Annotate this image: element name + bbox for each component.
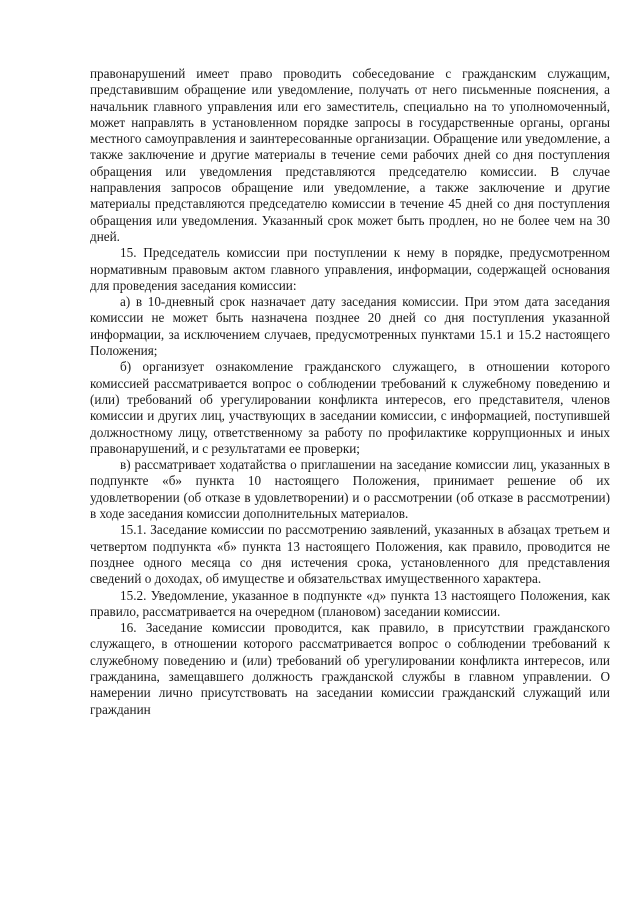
paragraph-6: 15.1. Заседание комиссии по рассмотрению заявлений, указанных в абзацах третьем и четвертом подпункта «б» пункта 13 настоящего Положения, как правило, проводится не позднее одного месяца со дня истечения срока, установленного для представления сведений о доходах, об имуществе и обязательствах имущественного характера.	[90, 522, 610, 587]
paragraph-2: 15. Председатель комиссии при поступлении к нему в порядке, предусмотренном нормативным правовым актом главного управления, информации, содержащей основания для проведения заседания комиссии:	[90, 245, 610, 293]
paragraph-7: 15.2. Уведомление, указанное в подпункте «д» пункта 13 настоящего Положения, как правило, рассматривается на очередном (плановом) заседании комиссии.	[90, 587, 610, 619]
paragraph-1: правонарушений имеет право проводить собеседование с гражданским служащим, представившим обращение или уведомление, получать от него письменные пояснения, а начальник главного управления или его заместитель, специально на то уполномоченный, может направлять в установленном порядке запросы в государственные органы, органы местного самоуправления и заинтересованные организации. Обращение или уведомление, а также заключение и другие материалы в течение семи рабочих дней со дня поступления обращения или уведомления представляются председателю комиссии. В случае направления запросов обращение или уведомление, а также заключение и другие материалы представляются председателю комиссии в течение 45 дней со дня поступления обращения или уведомления. Указанный срок может быть продлен, но не более чем на 30 дней.	[90, 66, 610, 244]
document-page	[90, 66, 610, 718]
paragraph-4: б) организует ознакомление гражданского служащего, в отношении которого комиссией рассматривается вопрос о соблюдении требований к служебному поведению и (или) требований об урегулировании конфликта интересов, его представителя, членов комиссии и других лиц, участвующих в заседании комиссии, с информацией, поступившей должностному лицу, ответственному за работу по профилактике коррупционных и иных правонарушений, и с результатами ее проверки;	[90, 359, 610, 456]
paragraph-8: 16. Заседание комиссии проводится, как правило, в присутствии гражданского служащего, в отношении которого рассматривается вопрос о соблюдении требований к служебному поведению и (или) требований об урегулировании конфликта интересов, или гражданина, замещавшего должность гражданской службы в главном управлении. О намерении лично присутствовать на заседании комиссии гражданский служащий или гражданин	[90, 620, 610, 717]
paragraph-5: в) рассматривает ходатайства о приглашении на заседание комиссии лиц, указанных в подпункте «б» пункта 10 настоящего Положения, принимает решение об их удовлетворении (об отказе в удовлетворении) и о рассмотрении (об отказе в рассмотрении) в ходе заседания комиссии дополнительных материалов.	[90, 457, 610, 522]
paragraph-3: а) в 10-дневный срок назначает дату заседания комиссии. При этом дата заседания комиссии не может быть назначена позднее 20 дней со дня поступления указанной информации, за исключением случаев, предусмотренных пунктами 15.1 и 15.2 настоящего Положения;	[90, 294, 610, 359]
